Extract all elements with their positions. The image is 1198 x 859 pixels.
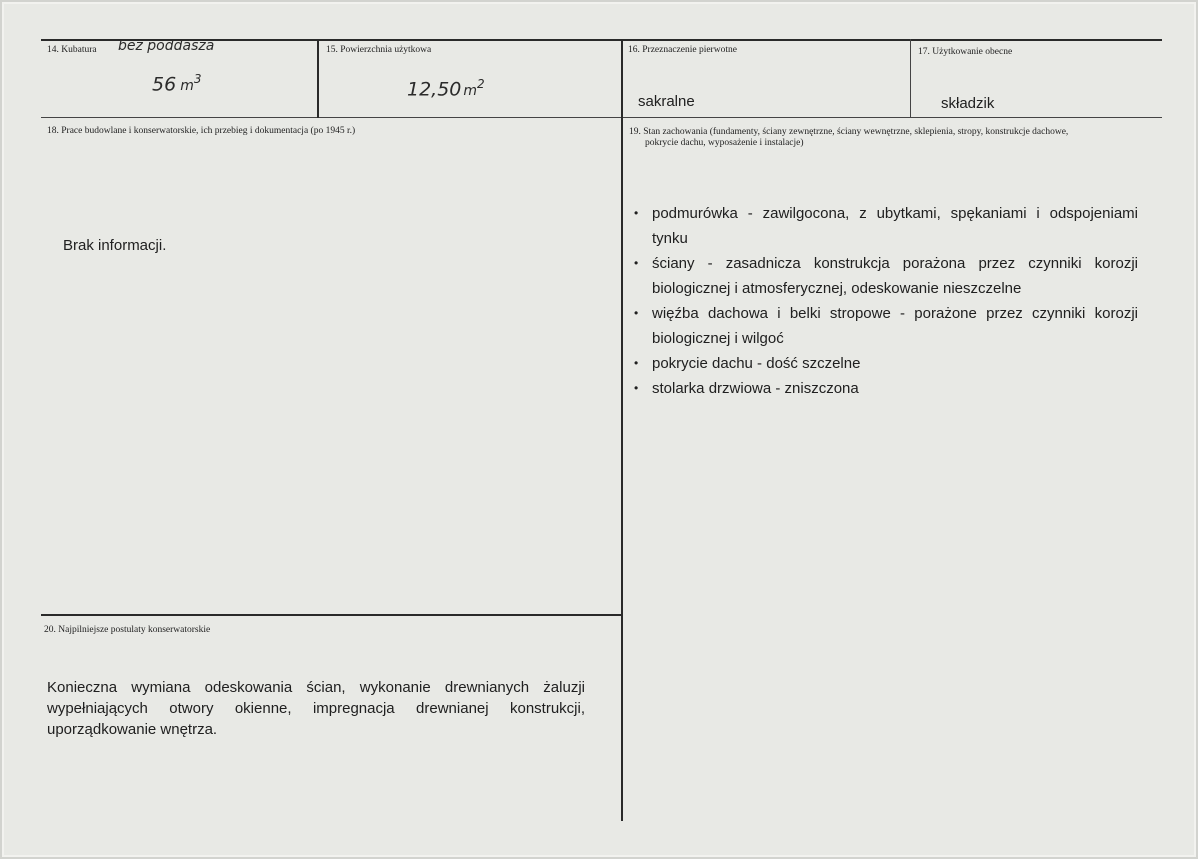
- condition-item-text: podmurówka - zawilgocona, z ubytkami, spękaniami i odspojeniami tynku: [652, 205, 1138, 247]
- bullet-icon: •: [634, 256, 639, 270]
- field-18-label: 18. Prace budowlane i konserwatorskie, ich przebieg i dokumentacja (po 1945 r.): [47, 126, 356, 136]
- field-19-label-line1: 19. Stan zachowania (fundamenty, ściany zewnętrzne, ściany wewnętrzne, sklepienia, stropy, konstrukcje dachowe,: [629, 127, 1069, 137]
- condition-item: [632, 301, 1138, 351]
- condition-item: [632, 351, 1138, 376]
- divider-14-15: [317, 39, 319, 118]
- field-15-number: 12,50: [407, 78, 462, 101]
- condition-item-text: pokrycie dachu - dość szczelne: [652, 355, 861, 372]
- field-18-value: Brak informacji.: [63, 237, 167, 254]
- bullet-icon: •: [634, 356, 639, 370]
- divider-18-20: [41, 614, 622, 616]
- field-17-label: 17. Użytkowanie obecne: [918, 47, 1013, 57]
- field-19-label: [629, 127, 1149, 149]
- bullet-icon: •: [634, 206, 639, 220]
- field-20-label: 20. Najpilniejsze postulaty konserwatorskie: [44, 625, 211, 635]
- bullet-icon: •: [634, 306, 639, 320]
- field-14-value: [152, 72, 201, 95]
- condition-item-text: więźba dachowa i belki stropowe - porażone przez czynniki korozji biologicznej i wilgoć: [652, 305, 1138, 347]
- condition-item-text: ściany - zasadnicza konstrukcja porażona przez czynniki korozji biologicznej i atmosferycznej, odeskowanie nieszczelne: [652, 255, 1138, 297]
- field-17-value: składzik: [941, 95, 995, 112]
- condition-item: [632, 251, 1138, 301]
- field-15-value: [407, 77, 485, 100]
- field-16-label: 16. Przeznaczenie pierwotne: [628, 45, 737, 55]
- condition-item: [632, 376, 1138, 401]
- bullet-icon: •: [634, 381, 639, 395]
- field-14-label: 14. Kubatura: [47, 45, 97, 55]
- field-15-label: 15. Powierzchnia użytkowa: [326, 45, 432, 55]
- field-20-value: Konieczna wymiana odeskowania ścian, wykonanie drewnianych żaluzji wypełniających otwory okienne, impregnacja drewnianej konstrukcji, uporządkowanie wnętrza.: [47, 679, 585, 738]
- field-14-number: 56: [152, 73, 177, 96]
- condition-item: [632, 201, 1138, 251]
- field-15-unit: m: [463, 83, 478, 100]
- field-16-value: sakralne: [638, 93, 695, 110]
- field-15-exponent: 2: [477, 77, 485, 91]
- row1-bottom-line: [41, 117, 1162, 118]
- main-vertical-divider: [621, 39, 623, 821]
- condition-item-text: stolarka drzwiowa - zniszczona: [652, 380, 859, 397]
- field-19-label-line2: pokrycie dachu, wyposażenie i instalacje): [645, 138, 804, 148]
- divider-16-17: [910, 39, 911, 118]
- field-14-note: bez poddasza: [118, 38, 215, 54]
- condition-list: [632, 201, 1138, 401]
- field-14-exponent: 3: [193, 72, 202, 86]
- field-14-unit: m: [180, 78, 194, 95]
